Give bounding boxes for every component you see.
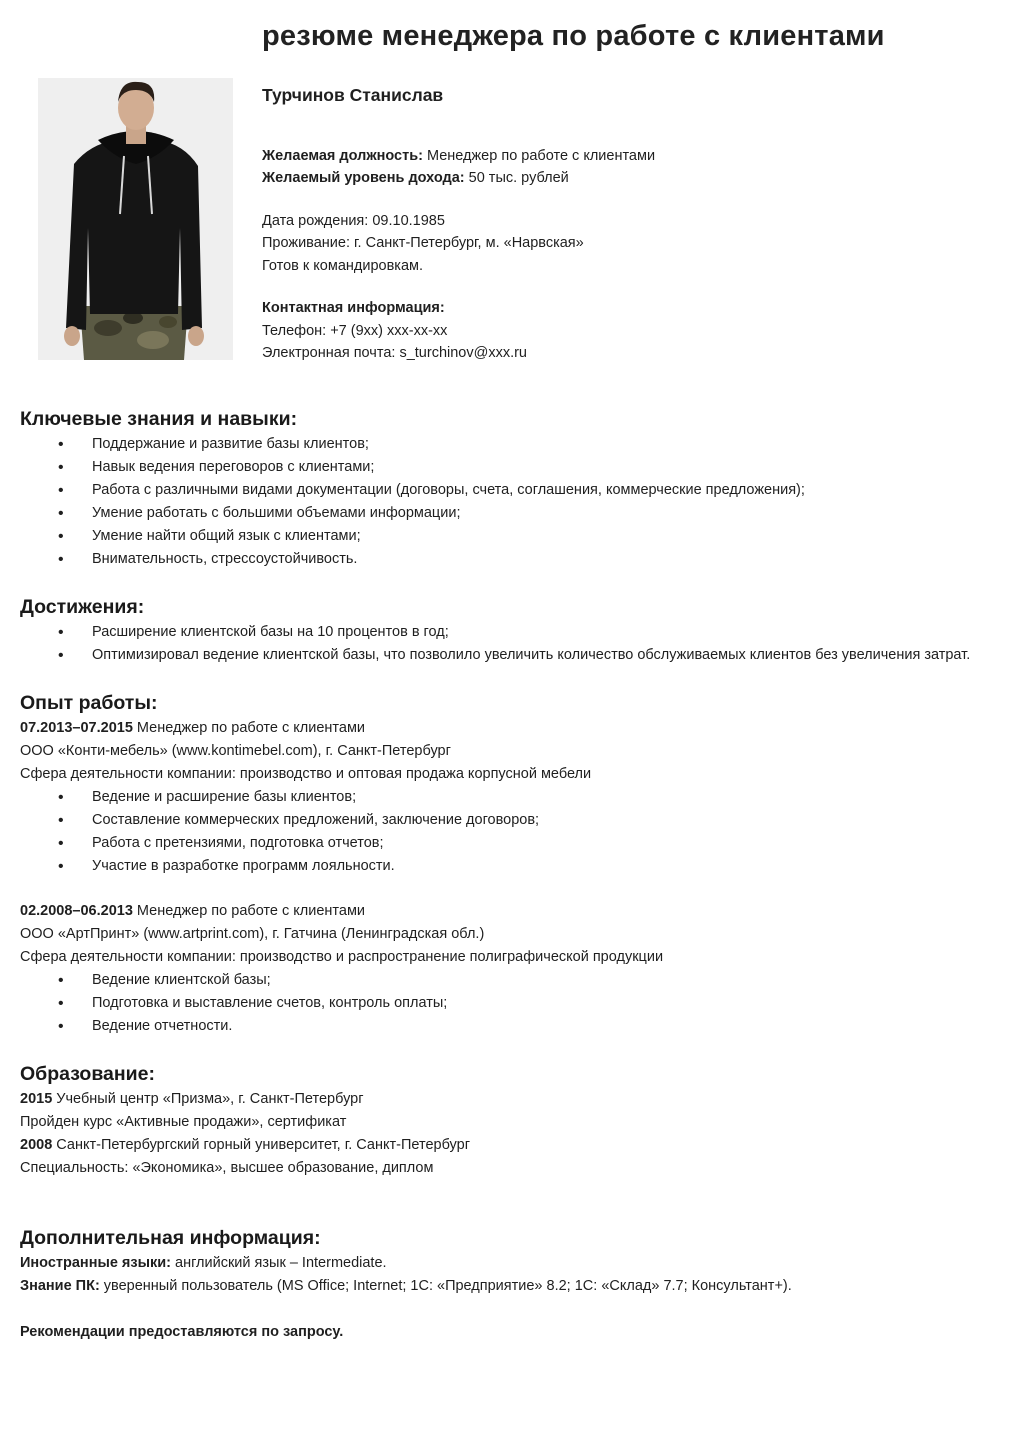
languages-value: английский язык – Intermediate. <box>170 1255 387 1271</box>
skills-list <box>20 433 1014 571</box>
job-duties <box>20 969 1014 1038</box>
job-entry <box>20 900 1014 1038</box>
travel-readiness: Готов к командировкам. <box>262 257 424 274</box>
pc-skills-label: Знание ПК: <box>20 1278 100 1294</box>
residence: Проживание: г. Санкт-Петербург, м. «Нарвская» <box>262 235 584 251</box>
job-period: 02.2008–06.2013 <box>20 903 133 919</box>
resume-body <box>20 405 1014 1344</box>
education-text: Специальность: «Экономика», высшее образование, диплом <box>20 1160 434 1176</box>
birth-date: Дата рождения: 09.10.1985 <box>262 212 445 229</box>
list-item: • Навык ведения переговоров с клиентами; <box>92 456 1014 479</box>
list-item: • Умение работать с большими объемами информации; <box>92 502 1014 525</box>
education-text: Пройден курс «Активные продажи», сертификат <box>20 1114 347 1130</box>
recommendations: Рекомендации предоставляются по запросу. <box>20 1324 344 1340</box>
list-item: • Умение найти общий язык с клиентами; <box>92 525 1014 548</box>
job-role: Менеджер по работе с клиентами <box>132 903 366 919</box>
list-item: • Расширение клиентской базы на 10 процентов в год; <box>92 621 1014 644</box>
list-item: • Ведение и расширение базы клиентов; <box>92 786 1014 809</box>
education-entry <box>20 1111 1014 1134</box>
candidate-name: Турчинов Станислав <box>262 85 444 105</box>
list-item: • Ведение отчетности. <box>92 1015 1014 1038</box>
skills-heading: Ключевые знания и навыки: <box>20 408 298 430</box>
education-text: Учебный центр «Призма», г. Санкт-Петербург <box>52 1091 364 1107</box>
list-item: • Внимательность, стрессоустойчивость. <box>92 548 1014 571</box>
education-heading: Образование: <box>20 1063 156 1085</box>
education-entry <box>20 1157 1014 1180</box>
desired-income-value: 50 тыс. рублей <box>464 170 569 186</box>
job-duties <box>20 786 1014 878</box>
list-item: • Работа с различными видами документации (договоры, счета, соглашения, коммерческие предложения); <box>92 479 1014 502</box>
pc-skills-value: уверенный пользователь (MS Office; Internet; 1С: «Предприятие» 8.2; 1С: «Склад» 7.7; Консультант+). <box>99 1278 792 1294</box>
education-entry <box>20 1088 1014 1111</box>
education-year: 2008 <box>20 1137 53 1153</box>
email: Электронная почта: s_turchinov@xxx.ru <box>262 345 527 361</box>
education-year: 2015 <box>20 1091 53 1107</box>
education-text: Санкт-Петербургский горный университет, г. Санкт-Петербург <box>52 1137 470 1153</box>
contacts-label: Контактная информация: <box>262 300 445 316</box>
profile-photo <box>38 78 233 360</box>
personal-info <box>262 84 1002 365</box>
job-period: 07.2013–07.2015 <box>20 720 133 736</box>
desired-income-label: Желаемый уровень дохода: <box>262 170 465 186</box>
list-item: • Составление коммерческих предложений, заключение договоров; <box>92 809 1014 832</box>
experience-heading: Опыт работы: <box>20 692 158 714</box>
job-sphere: Сфера деятельности компании: производство и оптовая продажа корпусной мебели <box>20 766 592 782</box>
list-item: • Работа с претензиями, подготовка отчетов; <box>92 832 1014 855</box>
job-entry <box>20 717 1014 878</box>
achievements-heading: Достижения: <box>20 596 145 618</box>
languages-label: Иностранные языки: <box>20 1255 171 1271</box>
additional-heading: Дополнительная информация: <box>20 1227 321 1249</box>
desired-position-value: Менеджер по работе с клиентами <box>422 147 656 164</box>
desired-income <box>262 167 1002 190</box>
phone: Телефон: +7 (9xx) xxx-xx-xx <box>262 322 448 339</box>
job-company: ООО «АртПринт» (www.artprint.com), г. Гатчина (Ленинградская обл.) <box>20 926 485 942</box>
list-item: • Ведение клиентской базы; <box>92 969 1014 992</box>
desired-position <box>262 145 1002 168</box>
languages <box>20 1252 1014 1275</box>
job-company: ООО «Конти-мебель» (www.kontimebel.com), г. Санкт-Петербург <box>20 743 451 759</box>
education-entry <box>20 1134 1014 1157</box>
list-item: • Подготовка и выставление счетов, контроль оплаты; <box>92 992 1014 1015</box>
desired-position-label: Желаемая должность: <box>262 147 423 164</box>
job-role: Менеджер по работе с клиентами <box>132 720 366 736</box>
list-item: • Оптимизировал ведение клиентской базы, что позволило увеличить количество обслуживаемых клиентов без увеличения затрат. <box>92 644 1014 667</box>
list-item: • Участие в разработке программ лояльности. <box>92 855 1014 878</box>
resume-title: резюме менеджера по работе с клиентами <box>262 20 885 52</box>
person-portrait-image <box>38 78 233 360</box>
list-item: • Поддержание и развитие базы клиентов; <box>92 433 1014 456</box>
job-sphere: Сфера деятельности компании: производство и распространение полиграфической продукции <box>20 949 664 965</box>
achievements-list <box>20 621 1014 667</box>
pc-skills <box>20 1275 1014 1298</box>
